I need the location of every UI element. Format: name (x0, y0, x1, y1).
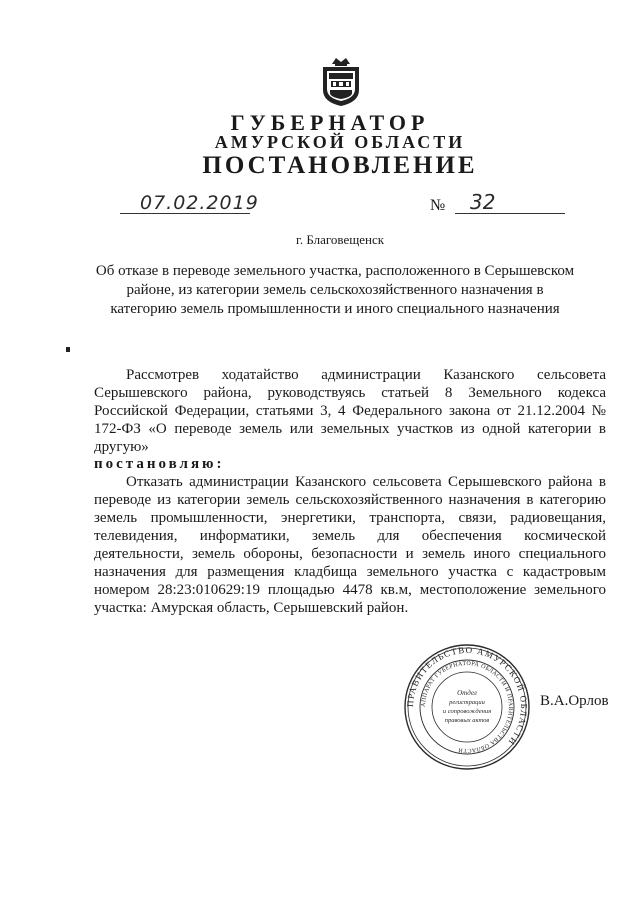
coat-of-arms-emblem (318, 56, 364, 108)
stamp-center-line-1: Отдел (457, 689, 477, 697)
handwritten-number: 32 (470, 190, 496, 214)
signer-name: В.А.Орлов (540, 693, 609, 709)
official-stamp (403, 643, 531, 771)
preamble-paragraph: Рассмотрев ходатайство администрации Казанского сельсовета Серышевского района, руководствуясь статьей 8 Земельного кодекса Российской Федерации, статьями 3, 4 Федерального закона от 21.12.2004 № 172-ФЗ «О переводе земель или земельных участков из одной категории в другую» (94, 367, 606, 455)
svg-text:АППАРАТ ГУБЕРНАТОРА ОБЛАСТИ И (421, 661, 513, 753)
handwritten-date: 07.02.2019 (140, 192, 259, 214)
document-type-title: ПОСТАНОВЛЕНИЕ (202, 152, 478, 179)
stamp-outer-text: ПРАВИТЕЛЬСТВО АМУРСКОЙ ОБЛАСТИ (404, 644, 530, 748)
document-subject: Об отказе в переводе земельного участка, расположенного в Серышевском районе, из категории земель сельскохозяйственного назначения в категорию земель промышленности и иного специального назначения (95, 263, 575, 317)
stamp-inner-text: АППАРАТ ГУБЕРНАТОРА ОБЛАСТИ И ПРАВИТЕЛЬСТВА ОБЛАСТИ (420, 660, 514, 754)
number-underline (455, 213, 565, 214)
stamp-center-line-4: правовых актов (444, 717, 490, 724)
header-line-1: ГУБЕРНАТОР (230, 110, 430, 135)
decision-paragraph: Отказать администрации Казанского сельсовета Серышевского района в переводе из категории земель сельскохозяйственного назначения в категорию земель промышленности, энергетики, транспорта, связи, радиовещания, телевидения, информатики, земель для обеспечения космической деятельности, земель обороны, безопасности и земель иного специального назначения для размещения кладбища земельного участка с кадастровым номером 28:23:010629:19 площадью 4478 кв.м, местоположение земельного участка: Амурская область, Серышевский район. (94, 474, 606, 616)
header-line-2: АМУРСКОЙ ОБЛАСТИ (214, 132, 466, 152)
number-sign: № (430, 197, 446, 214)
stamp-center-line-3: и сопровождения (442, 708, 492, 715)
date-underline (120, 213, 250, 214)
city-line: г. Благовещенск (295, 232, 385, 247)
stamp-center-line-2: регистрации (449, 699, 485, 706)
margin-mark (66, 347, 70, 352)
decree-word: постановляю: (94, 456, 225, 472)
